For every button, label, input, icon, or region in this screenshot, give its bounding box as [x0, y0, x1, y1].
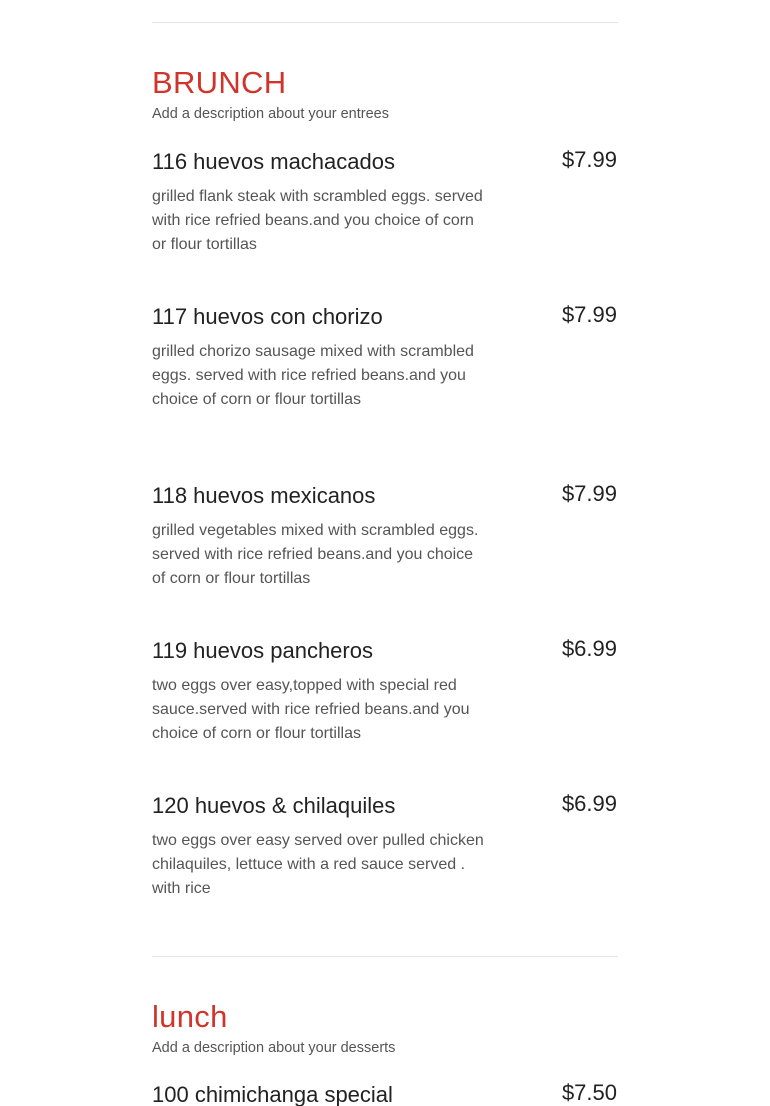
menu-item-description: two eggs over easy served over pulled chicken chilaquiles, lettuce with a red sauce served . with rice: [152, 832, 484, 897]
menu-item-price: $6.99: [561, 636, 617, 661]
menu-item-price: $6.99: [561, 791, 617, 816]
menu-item-name: 118 huevos mexicanos: [152, 483, 376, 508]
menu-item-name: 100 chimichanga special: [152, 1082, 393, 1106]
menu-item-name: 117 huevos con chorizo: [152, 304, 383, 329]
menu-item-price: $7.50: [561, 1080, 617, 1105]
menu-item-description: grilled chorizo sausage mixed with scrambled eggs. served with rice refried beans.and you choice of corn or flour tortillas: [152, 343, 474, 408]
menu-item-name: 116 huevos machacados: [152, 149, 395, 174]
section-description-lunch: Add a description about your desserts: [152, 1040, 396, 1056]
menu-item-price: $7.99: [561, 147, 617, 172]
menu-item-price: $7.99: [561, 481, 617, 506]
menu-item-description: two eggs over easy,topped with special red sauce.served with rice refried beans.and you choice of corn or flour tortillas: [152, 677, 470, 742]
section-title-lunch: lunch: [152, 999, 228, 1034]
menu-item-name: 119 huevos pancheros: [152, 638, 373, 663]
menu-item-description: grilled flank steak with scrambled eggs. served with rice refried beans.and you choice of corn or flour tortillas: [152, 188, 483, 253]
section-divider: [152, 956, 618, 957]
section-description-brunch: Add a description about your entrees: [152, 106, 389, 122]
section-divider: [152, 22, 618, 23]
menu-item-name: 120 huevos & chilaquiles: [152, 793, 396, 818]
menu-item-description: grilled vegetables mixed with scrambled eggs. served with rice refried beans.and you choice of corn or flour tortillas: [152, 522, 479, 587]
menu-item-price: $7.99: [561, 302, 617, 327]
section-title-brunch: BRUNCH: [152, 65, 287, 100]
